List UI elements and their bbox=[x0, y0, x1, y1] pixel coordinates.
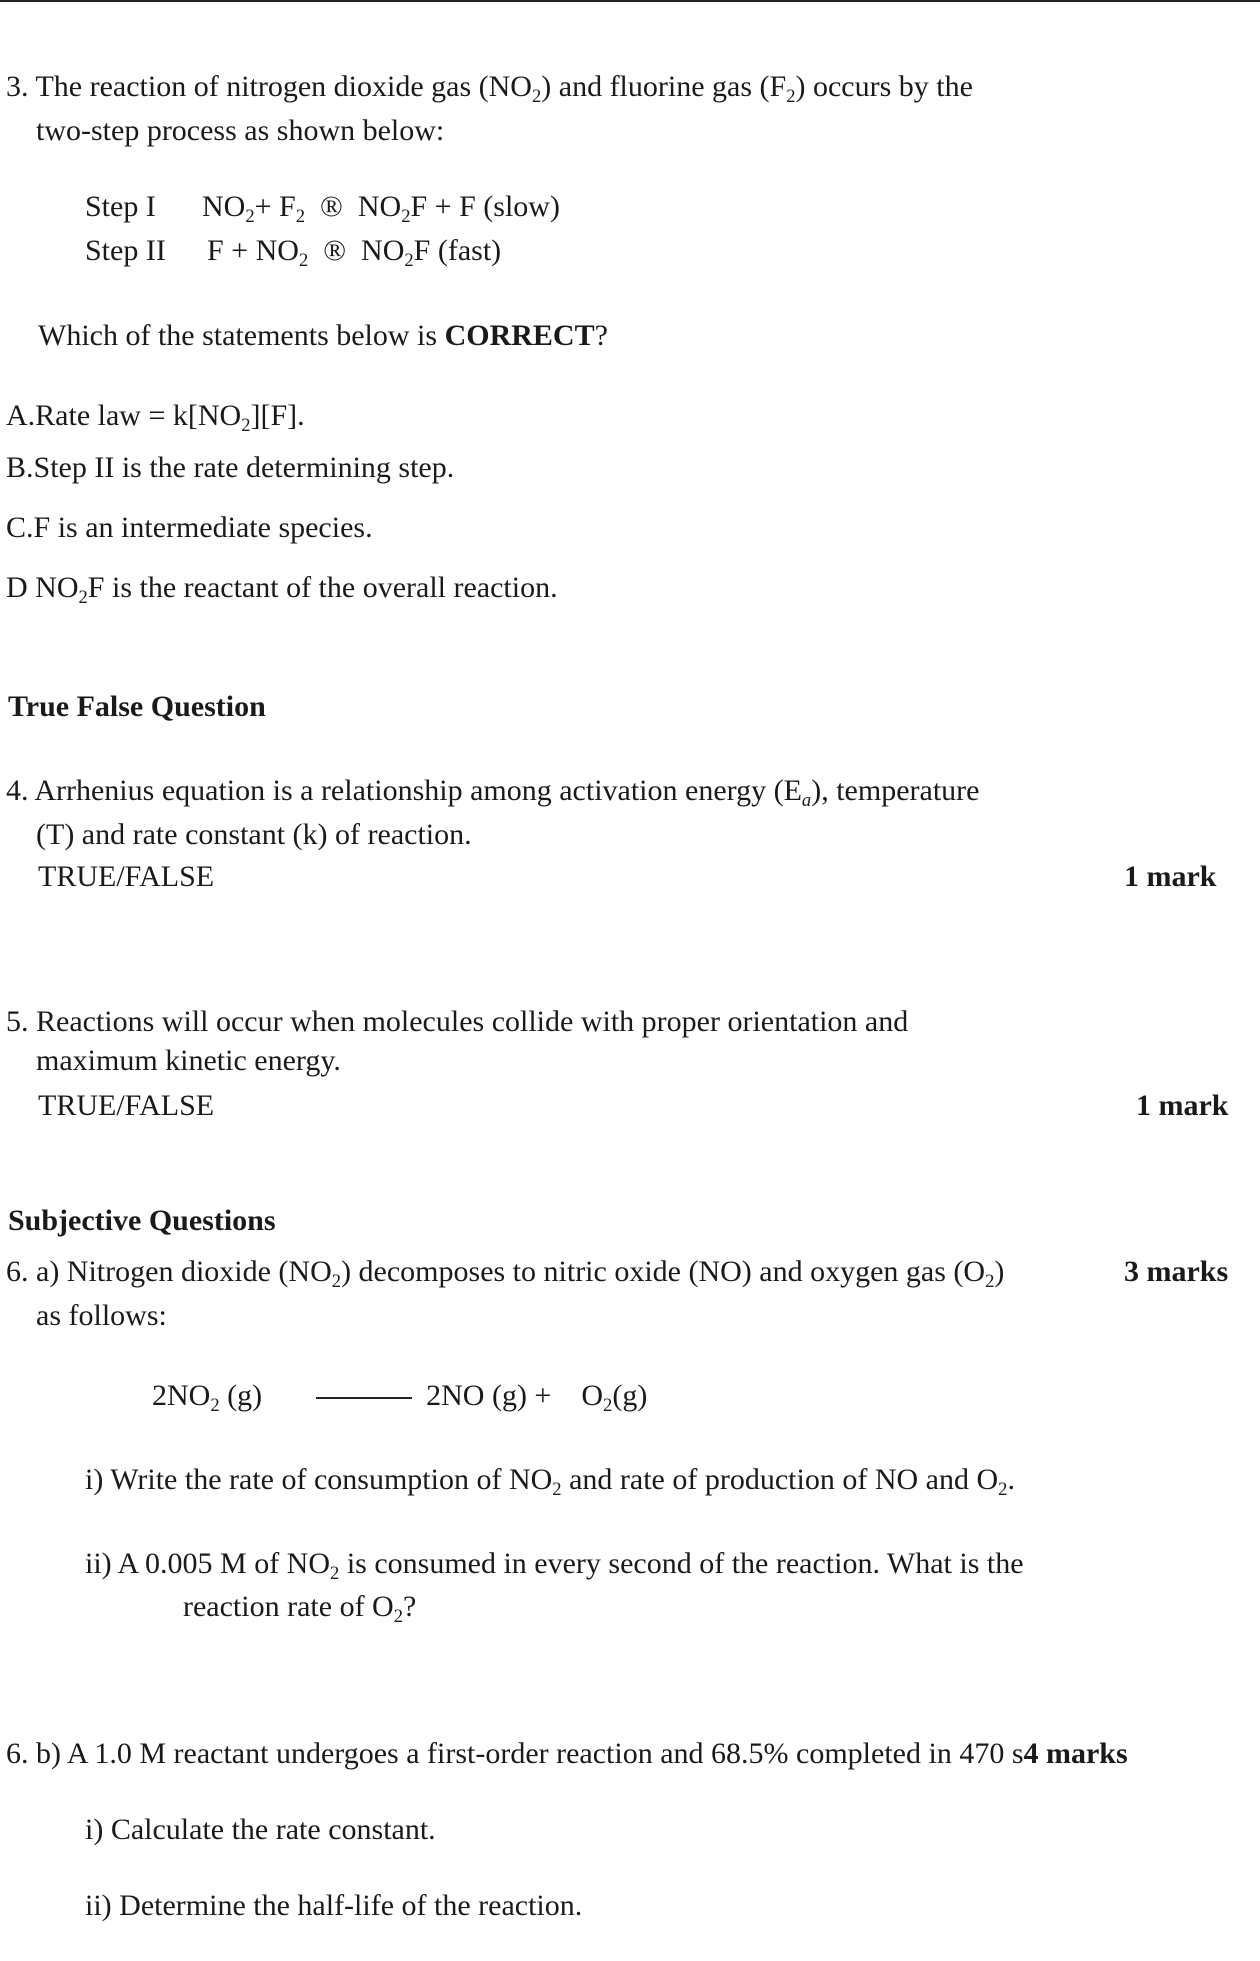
step1-equation: $NO_2+ F_2$ ® $NO_2F + F$ (slow) bbox=[202, 190, 560, 227]
q6b-marks: 4 marks bbox=[1023, 1737, 1128, 1770]
q5-line2: maximum kinetic energy. bbox=[36, 1044, 341, 1077]
step2-label: Step II bbox=[85, 234, 166, 267]
top-rule bbox=[0, 0, 1260, 2]
q6b-part-i: i) Calculate the rate constant. bbox=[85, 1813, 436, 1846]
q5-line1: 5. Reactions will occur when molecules collide with proper orientation and bbox=[6, 1005, 909, 1038]
q4-choice: TRUE/FALSE bbox=[38, 860, 215, 893]
q6a-marks: 3 marks bbox=[1124, 1255, 1229, 1288]
q4-line1: 4. Arrhenius equation is a relationship among activation energy $(E_a)$, temperature bbox=[6, 774, 980, 811]
q6a-part-i: i) Write the rate of consumption of $NO_2$ and rate of production of NO and $O_2$. bbox=[85, 1463, 1015, 1500]
q6a-line1: 6. a) Nitrogen dioxide $(NO_2)$ decomposes to nitric oxide (NO) and oxygen gas $(O_2)$ bbox=[6, 1255, 1005, 1292]
q6a-part-ii-line2: reaction rate of $O_2$? bbox=[183, 1590, 417, 1627]
q5-marks: 1 mark bbox=[1136, 1089, 1229, 1122]
option-c: C.F is an intermediate species. bbox=[6, 511, 373, 544]
q6a-equation: $2NO_2$ (g) 2NO (g) + $O_2(g)$ bbox=[152, 1379, 648, 1416]
step1-label: Step I bbox=[85, 190, 156, 223]
reaction-arrow-line bbox=[316, 1397, 412, 1399]
q6a-part-ii: ii) A 0.005 M of $NO_2$ is consumed in every second of the reaction. What is the bbox=[85, 1547, 1024, 1584]
option-a: A.Rate law = $k[NO_2][F]$. bbox=[6, 399, 305, 436]
q4-marks: 1 mark bbox=[1124, 860, 1217, 893]
reaction-arrow-icon: ® bbox=[323, 234, 347, 267]
q5-choice: TRUE/FALSE bbox=[38, 1089, 215, 1122]
q6b-part-ii: ii) Determine the half-life of the reaction. bbox=[85, 1889, 583, 1922]
option-b: B.Step II is the rate determining step. bbox=[6, 451, 455, 484]
q3-line1: 3. The reaction of nitrogen dioxide gas $(NO_2)$ and fluorine gas $(F_2)$ occurs by the bbox=[6, 70, 973, 107]
option-d: D $NO_2F$ is the reactant of the overall reaction. bbox=[6, 571, 558, 608]
q3-line2: two-step process as shown below: bbox=[36, 114, 445, 147]
subjective-heading: Subjective Questions bbox=[8, 1204, 276, 1237]
q4-line2: (T) and rate constant (k) of reaction. bbox=[36, 818, 472, 851]
reaction-arrow-icon: ® bbox=[320, 190, 343, 223]
q6a-line2: as follows: bbox=[36, 1299, 167, 1332]
q6b-line1: 6. b) A 1.0 M reactant undergoes a first-order reaction and 68.5% completed in 470 s4 marks bbox=[6, 1737, 1128, 1770]
q3-prompt: Which of the statements below is CORRECT? bbox=[38, 319, 608, 352]
tf-heading: True False Question bbox=[8, 690, 266, 723]
step2-equation: $F + NO_2$ ® $NO_2F$ (fast) bbox=[207, 234, 502, 271]
